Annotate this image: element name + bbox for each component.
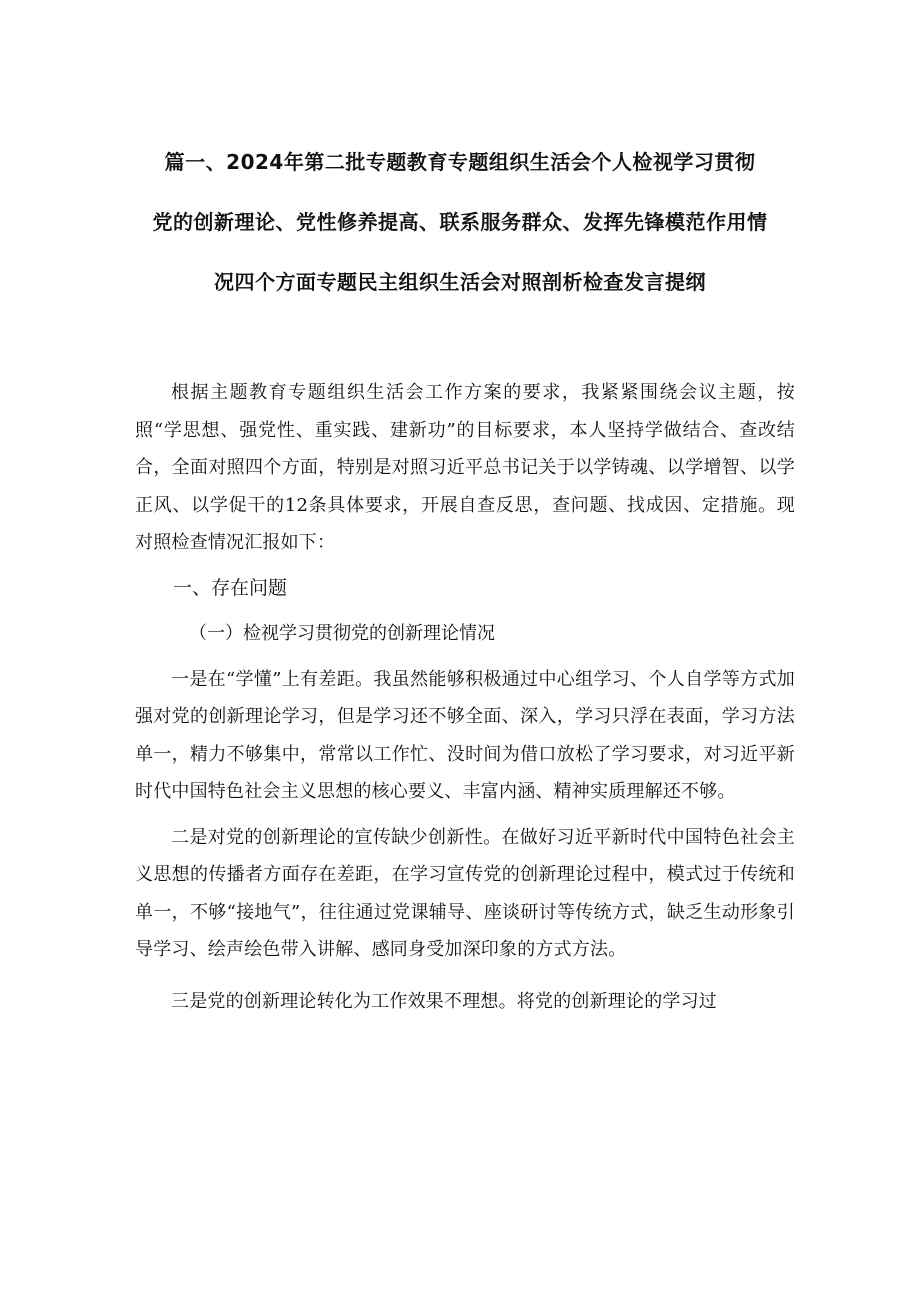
- document-title-line-1: 篇一、2024年第二批专题教育专题组织生活会个人检视学习贯彻: [164, 150, 756, 174]
- document-body: [135, 374, 795, 1020]
- subsection-heading: （一）检视学习贯彻党的创新理论情况: [189, 623, 495, 644]
- spacer: [135, 811, 795, 819]
- document-title-line-2: 党的创新理论、党性修养提高、联系服务群众、发挥先锋模范作用情: [152, 210, 768, 234]
- paragraph-2: 二是对党的创新理论的宣传缺少创新性。在做好习近平新时代中国特色社会主义思想的传播者方面存在差距，在学习宣传党的创新理论过程中，模式过于传统和单一，不够“接地气”，往往通过党课辅导、座谈研讨等传统方式，缺乏生动形象引导学习、绘声绘色带入讲解、感同身受加深印象的方式方法。: [135, 826, 795, 960]
- spacer: [135, 562, 795, 570]
- intro-paragraph: 根据主题教育专题组织生活会工作方案的要求，我紧紧围绕会议主题，按照“学思想、强党性、重实践、建新功”的目标要求，本人坚持学做结合、查改结合，全面对照四个方面，特别是对照习近平总书记关于以学铸魂、以学增智、以学正风、以学促干的12条具体要求，开展自查反思，查问题、找成因、定措施。现对照检查情况汇报如下：: [135, 382, 795, 553]
- paragraph-3: 三是党的创新理论转化为工作效果不理想。将党的创新理论的学习过: [171, 990, 717, 1012]
- spacer: [135, 607, 795, 615]
- spacer: [135, 969, 795, 983]
- paragraph-1: 一是在“学懂”上有差距。我虽然能够积极通过中心组学习、个人自学等方式加强对党的创新理论学习，但是学习还不够全面、深入，学习只浮在表面，学习方法单一，精力不够集中，常常以工作忙、没时间为借口放松了学习要求，对习近平新时代中国特色社会主义思想的核心要义、丰富内涵、精神实质理解还不够。: [135, 668, 795, 802]
- section-heading: 一、存在问题: [173, 576, 288, 599]
- document-title-line-3: 况四个方面专题民主组织生活会对照剖析检查发言提纲: [214, 270, 706, 294]
- spacer: [135, 653, 795, 661]
